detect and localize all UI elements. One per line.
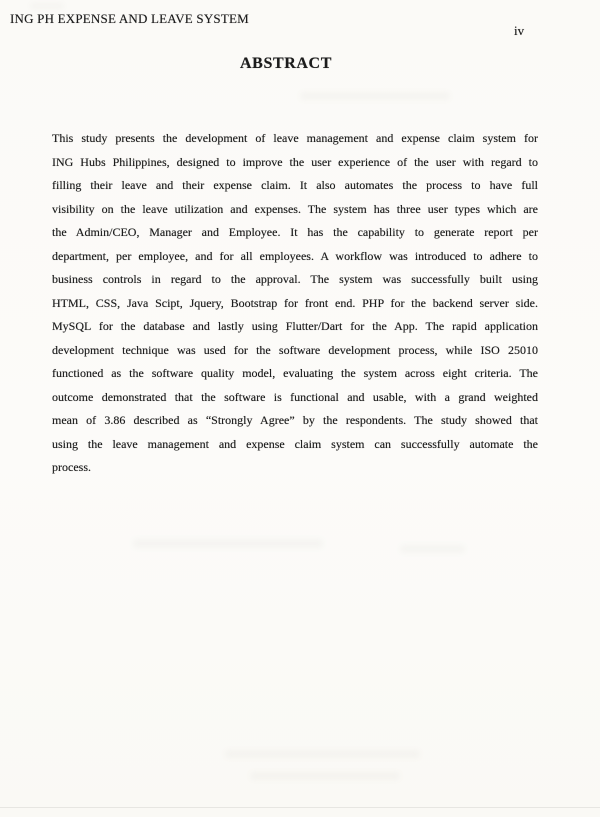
abstract-line: business controls in regard to the approval. The system was successfully built using [52, 272, 538, 286]
abstract-line: filling their leave and their expense claim. It also automates the process to have full [52, 178, 538, 192]
bleed-through-artifact [300, 92, 450, 100]
abstract-line: development technique was used for the software development process, while ISO 25010 [52, 342, 538, 357]
bleed-through-artifact [225, 750, 420, 758]
scan-edge-line [0, 807, 600, 808]
abstract-line: department, per employee, and for all employees. A workflow was introduced to adhere to [52, 248, 538, 263]
bleed-through-artifact [400, 545, 465, 553]
abstract-body [52, 127, 538, 480]
abstract-line: HTML, CSS, Java Scipt, Jquery, Bootstrap for front end. PHP for the backend server side. [52, 295, 538, 310]
abstract-line: functioned as the software quality model, evaluating the system across eight criteria. The [52, 366, 538, 380]
abstract-line: the Admin/CEO, Manager and Employee. It has the capability to generate report per [52, 225, 538, 239]
abstract-line: This study presents the development of leave management and expense claim system for [52, 131, 538, 145]
abstract-line: visibility on the leave utilization and expenses. The system has three user types which are [52, 201, 538, 216]
abstract-line: MySQL for the database and lastly using Flutter/Dart for the App. The rapid application [52, 319, 538, 333]
page-number: iv [514, 23, 525, 38]
abstract-line: using the leave management and expense claim system can successfully automate the [52, 436, 538, 451]
abstract-line: process. [52, 460, 91, 474]
abstract-line: outcome demonstrated that the software is functional and usable, with a grand weighted [52, 389, 538, 404]
bleed-through-artifact [133, 539, 323, 548]
bleed-through-artifact [30, 3, 64, 9]
abstract-line: mean of 3.86 described as “Strongly Agree” by the respondents. The study showed that [52, 413, 538, 427]
running-header: ING PH EXPENSE AND LEAVE SYSTEM [10, 11, 249, 26]
bleed-through-artifact [250, 772, 400, 780]
abstract-line: ING Hubs Philippines, designed to improve the user experience of the user with regard to [52, 154, 538, 169]
abstract-title: ABSTRACT [240, 55, 332, 72]
